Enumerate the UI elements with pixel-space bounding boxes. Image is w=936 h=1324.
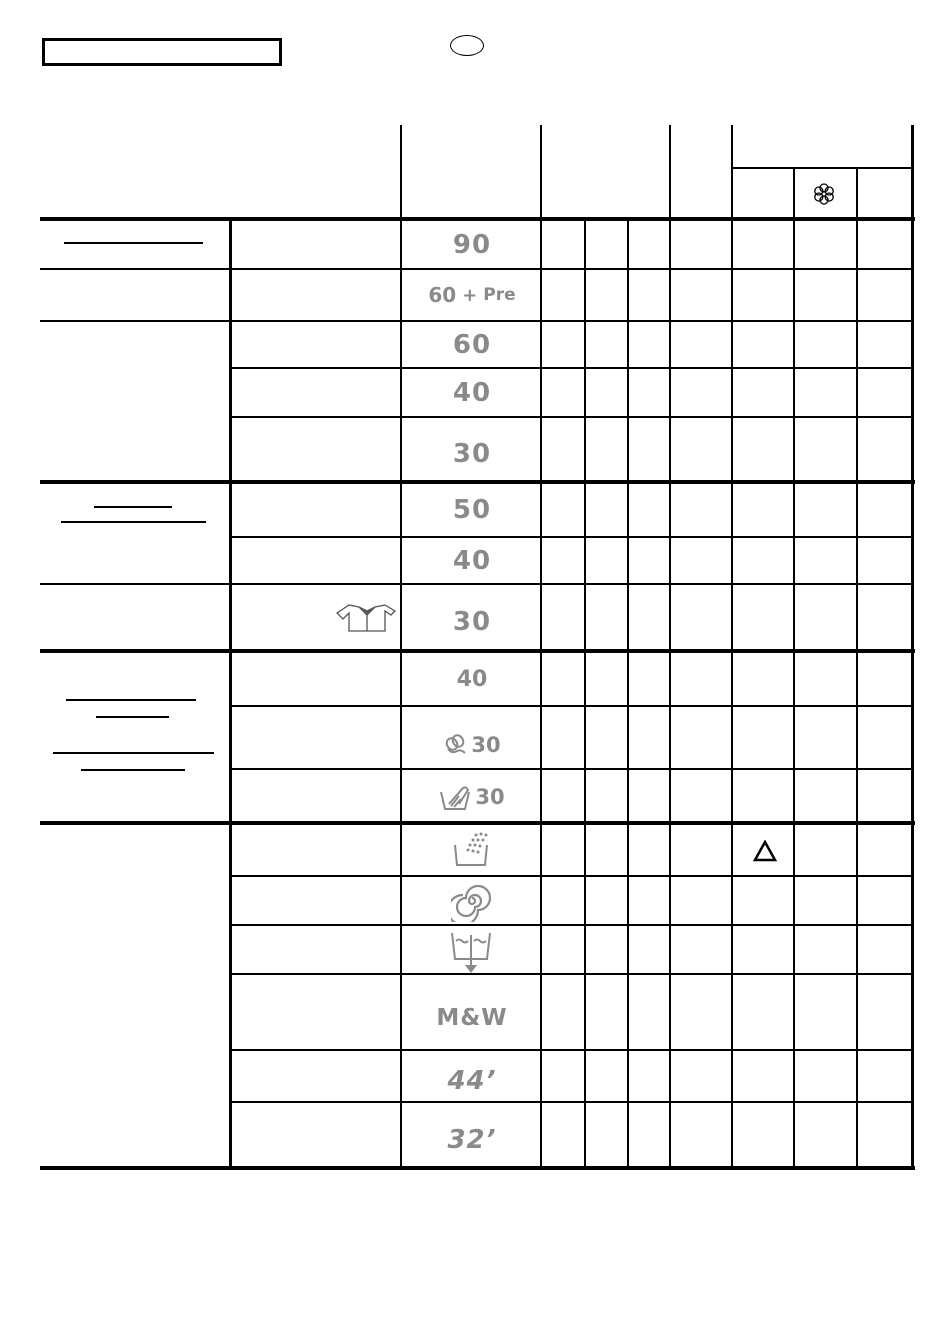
language-oval [450,35,484,56]
category-underline [64,242,203,244]
grid-vline [229,220,232,1170]
rinse-shower-icon [452,829,494,873]
program-temp-label: 60 [452,329,492,360]
program-temp-label: 50 [452,495,492,525]
program-temp-label: 40 [452,545,492,576]
warning-triangle-icon [753,840,777,866]
program-temp-label: 40 [456,666,488,692]
grid-vline [911,220,914,1170]
program-temp-label-prewash [402,270,542,320]
program-handwash [402,773,542,821]
program-quick-32: 32’ [447,1125,497,1155]
row-line [229,705,913,707]
program-temp-value: 60 [428,283,457,307]
row-line [229,875,913,877]
program-temp-label: 40 [452,377,492,408]
category-underline [61,521,206,523]
grid-vline [540,125,542,220]
category-underline [66,699,196,701]
row-line [229,1049,913,1051]
program-wool [402,720,542,770]
row-line [229,367,913,369]
shirt-icon [333,601,397,639]
program-temp-label: 30 [452,439,492,469]
program-quick-44: 44’ [447,1065,497,1096]
program-mix-wash: M&W [436,1005,508,1031]
hand-wash-icon [439,782,473,812]
grid-vline [856,168,858,220]
grid-vline [584,220,586,1170]
category-underline [53,752,214,754]
drain-tub-icon [448,929,494,979]
prewash-suffix: Pre [483,285,516,305]
grid-vline [731,220,733,1170]
section-rule [40,821,915,825]
grid-vline [627,220,629,1170]
program-temp-value: 30 [475,785,505,809]
grid-vline [400,125,402,220]
header-bottom-rule [40,217,915,221]
row-line [229,1101,913,1103]
row-line [229,536,913,538]
grid-vline [856,220,858,1170]
spin-spiral-icon [451,880,493,926]
flower-icon [812,182,836,210]
grid-vline [793,220,795,1170]
category-underline [96,716,169,718]
row-line [229,924,913,926]
program-temp-label: 30 [452,607,492,637]
header-subline [733,167,913,169]
table-bottom-rule [40,1166,915,1170]
row-line [229,768,913,770]
category-underline [81,769,185,771]
plus-sign: + [462,284,478,306]
program-temp-label: 90 [452,230,492,260]
row-line [229,973,913,975]
title-box [42,38,282,66]
category-underline [94,506,172,508]
grid-vline [669,125,671,220]
program-temp-value: 30 [471,733,501,757]
wool-skein-icon [443,732,469,758]
grid-vline [669,220,671,1170]
grid-vline [731,125,733,220]
row-line [229,416,913,418]
grid-vline [793,168,795,220]
row-line [40,583,913,585]
grid-vline [911,125,914,220]
